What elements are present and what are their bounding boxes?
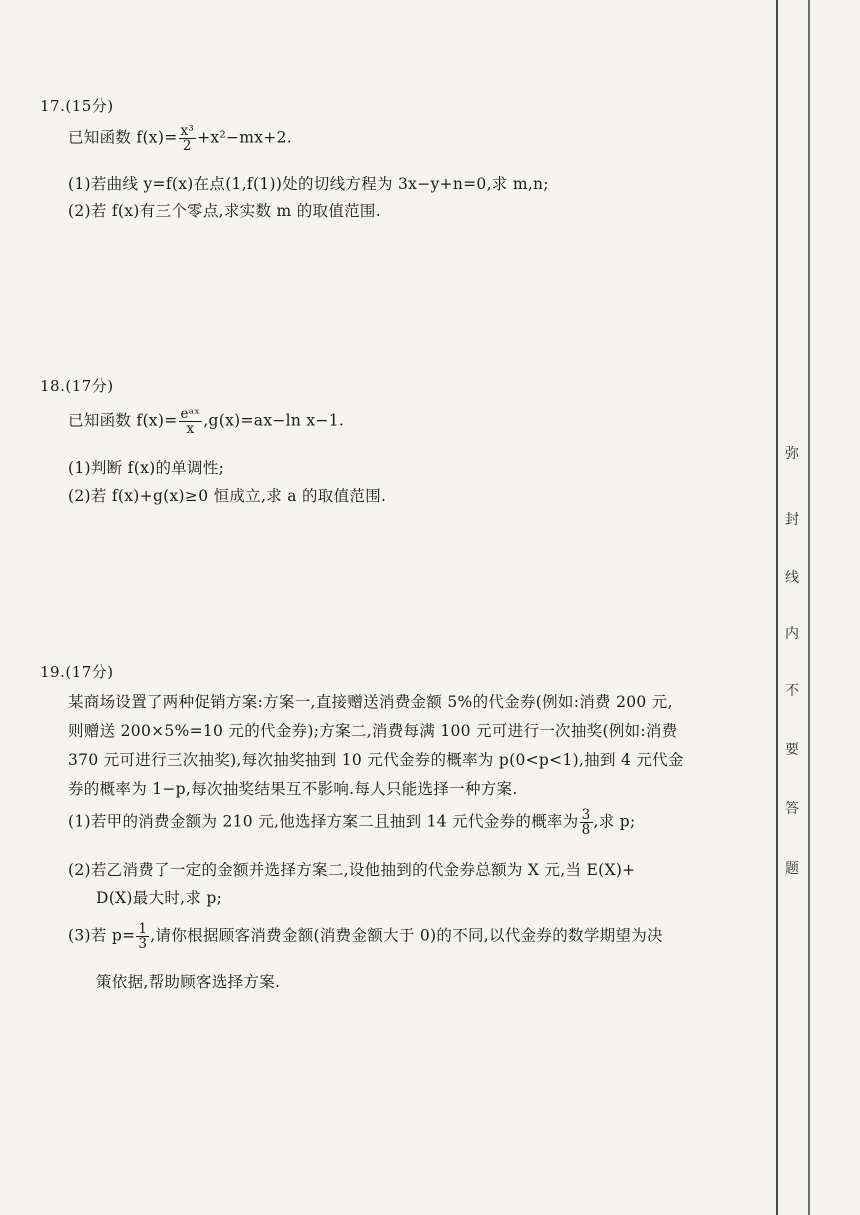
q18-part1: (1)判断 f(x)的单调性; — [68, 459, 225, 477]
q17-frac-den: 2 — [182, 138, 192, 155]
q19-part1-prefix: (1)若甲的消费金额为 210 元,他选择方案二且抽到 14 元代金券的概率为 — [68, 812, 579, 831]
q19-part3-fraction — [136, 922, 149, 951]
q19-part1 — [68, 808, 636, 837]
q18-stem — [68, 407, 344, 436]
margin-rule-outer — [808, 0, 810, 1215]
q17-fraction — [179, 124, 197, 153]
q17-stem — [68, 124, 292, 153]
margin-rule-inner — [776, 0, 778, 1215]
seal-char-1: 弥 — [785, 446, 799, 462]
seal-char-5: 不 — [785, 683, 799, 699]
q18-stem-suffix: ,g(x)=ax−ln x−1. — [203, 411, 345, 430]
q19-part1-frac-num: 3 — [581, 807, 591, 823]
q19-part3-line2: 策依据,帮助顾客选择方案. — [96, 973, 281, 991]
q19-part1-frac-den: 8 — [581, 822, 591, 839]
q17-stem-prefix: 已知函数 f(x)= — [68, 128, 178, 147]
q17-frac-num: x³ — [180, 123, 195, 139]
seal-char-3: 线 — [785, 570, 799, 586]
seal-char-6: 要 — [785, 742, 799, 758]
seal-char-2: 封 — [785, 512, 799, 528]
q19-stem-line4: 券的概率为 1−p,每次抽奖结果互不影响.每人只能选择一种方案. — [68, 780, 518, 798]
q19-part2-line1: (2)若乙消费了一定的金额并选择方案二,设他抽到的代金券总额为 X 元,当 E(X)+ — [68, 861, 636, 879]
q19-part3-suffix: ,请你根据顾客消费金额(消费金额大于 0)的不同,以代金券的数学期望为决 — [150, 926, 663, 945]
q19-stem-line3: 370 元可进行三次抽奖),每次抽奖抽到 10 元代金券的概率为 p(0<p<1),抽到 4 元代金 — [68, 751, 684, 769]
q19-stem-line1: 某商场设置了两种促销方案:方案一,直接赠送消费金额 5%的代金券(例如:消费 200 元, — [68, 693, 673, 711]
q18-fraction — [179, 407, 203, 436]
q17-stem-suffix: +x²−mx+2. — [197, 128, 292, 147]
seal-char-8: 题 — [785, 861, 799, 877]
q19-part1-fraction — [580, 808, 593, 837]
q18-stem-prefix: 已知函数 f(x)= — [68, 411, 178, 430]
q17-number: 17.(15分) — [40, 97, 114, 115]
q19-part1-suffix: ,求 p; — [593, 812, 636, 831]
q19-part3-frac-num: 1 — [138, 921, 148, 937]
q19-part3-frac-den: 3 — [138, 936, 148, 953]
q19-part3-prefix: (3)若 p= — [68, 926, 136, 945]
q19-number: 19.(17分) — [40, 663, 114, 681]
q17-part2: (2)若 f(x)有三个零点,求实数 m 的取值范围. — [68, 202, 381, 220]
q19-part3 — [68, 922, 663, 951]
seal-char-4: 内 — [785, 626, 799, 642]
q19-part2-line2: D(X)最大时,求 p; — [96, 889, 223, 907]
seal-char-7: 答 — [785, 801, 799, 817]
q18-frac-num: eᵃˣ — [180, 406, 201, 422]
q18-number: 18.(17分) — [40, 377, 114, 395]
q19-stem-line2: 则赠送 200×5%=10 元的代金券);方案二,消费每满 100 元可进行一次抽奖(例如:消费 — [68, 722, 678, 740]
q17-part1: (1)若曲线 y=f(x)在点(1,f(1))处的切线方程为 3x−y+n=0,求 m,n; — [68, 175, 549, 193]
q18-frac-den: x — [186, 421, 195, 438]
q18-part2: (2)若 f(x)+g(x)≥0 恒成立,求 a 的取值范围. — [68, 487, 387, 505]
